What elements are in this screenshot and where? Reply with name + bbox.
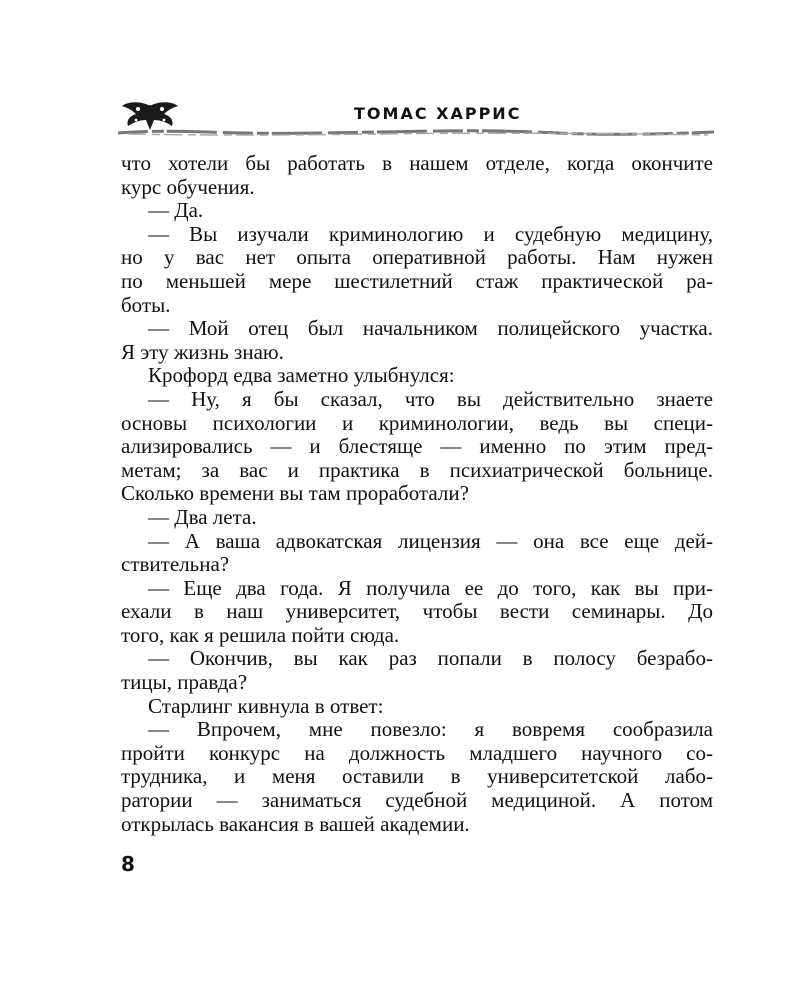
body-text xyxy=(121,152,713,836)
text-line: — Впрочем, мне повезло: я вовремя сообразила xyxy=(148,717,713,742)
text-line: — Два лета. xyxy=(148,504,257,529)
text-line: того, как я решила пойти сюда. xyxy=(121,622,400,647)
text-line: но у вас нет опыта оперативной работы. Нам нужен xyxy=(121,245,713,270)
text-line: основы психологии и криминологии, ведь вы специ- xyxy=(121,410,713,435)
text-line: метам; за вас и практика в психиатрической больнице. xyxy=(121,457,713,482)
text-line: — Вы изучали криминологию и судебную медицину, xyxy=(148,221,713,246)
text-line: боты. xyxy=(121,292,171,317)
text-line: пройти конкурс на должность младшего научного со- xyxy=(121,740,713,765)
text-line: Крофорд едва заметно улыбнулся: xyxy=(148,363,455,388)
text-line: тицы, правда? xyxy=(121,670,248,695)
running-title: ТОМАС ХАРРИС xyxy=(354,104,522,123)
text-line: Старлинг кивнула в ответ: xyxy=(148,693,384,718)
text-line: ствительна? xyxy=(121,552,230,577)
text-line: — Ну, я бы сказал, что вы действительно знаете xyxy=(148,386,713,411)
text-line: — А ваша адвокатская лицензия — она все еще дей- xyxy=(148,528,713,553)
text-line: ратории — заниматься судебной медициной. А потом xyxy=(121,788,713,813)
text-line: трудника, и меня оставили в университетской лабо- xyxy=(121,764,713,789)
text-line: что хотели бы работать в нашем отделе, когда окончите xyxy=(121,151,713,175)
text-line: по меньшей мере шестилетний стаж практической ра- xyxy=(121,268,713,293)
page-number: 8 xyxy=(121,852,135,876)
text-line: Я эту жизнь знаю. xyxy=(121,339,284,364)
text-line: ализировались — и блестяще — именно по этим пред- xyxy=(121,434,713,459)
running-header xyxy=(118,98,714,142)
text-line: Сколько времени вы там проработали? xyxy=(121,481,469,506)
text-line: — Да. xyxy=(148,198,204,223)
text-line: — Окончив, вы как раз попали в полосу безрабо- xyxy=(148,646,713,671)
text-line: — Мой отец был начальником полицейского участка. xyxy=(148,316,713,341)
header-rule xyxy=(118,128,714,138)
text-line: открылась вакансия в вашей академии. xyxy=(121,811,470,836)
text-line: курс обучения. xyxy=(121,174,255,199)
text-line: ехали в наш университет, чтобы вести семинары. До xyxy=(121,599,713,624)
text-line: — Еще два года. Я получила ее до того, как вы при- xyxy=(148,575,713,600)
